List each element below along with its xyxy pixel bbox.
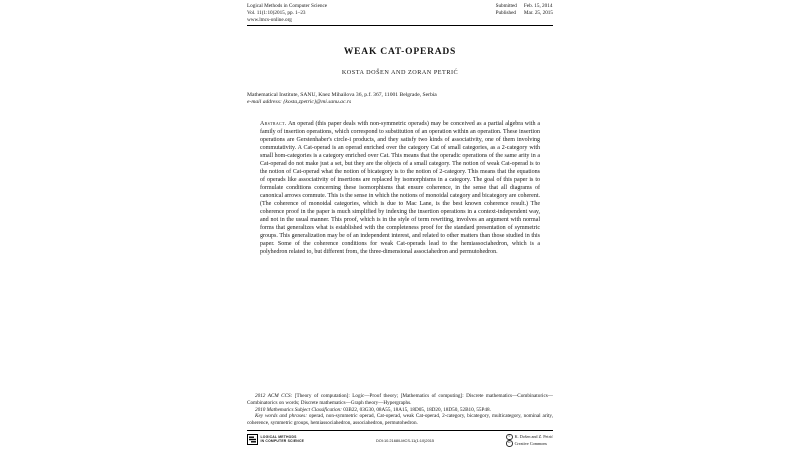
keywords-label: Key words and phrases: bbox=[255, 413, 307, 420]
email-label: e-mail address: bbox=[247, 99, 282, 106]
creative-commons-icon: cc bbox=[506, 440, 513, 447]
header-rule bbox=[247, 25, 553, 26]
lmcs-logo-line1: LOGICAL METHODS bbox=[260, 435, 297, 440]
lmcs-logo-text bbox=[261, 435, 305, 443]
keywords-text: operad, non-symmetric operad, Cat-operad, weak Cat-operad, 2-category, bicategory, multicategory, nominal arity, coherence, symmetric groups, hemiassociahedron, associahedron, permutohedron. bbox=[247, 413, 553, 426]
affiliation: Mathematical Institute, SANU, Knez Mihailova 36, p.f. 367, 11001 Belgrade, Serbia bbox=[247, 91, 437, 98]
copyright-block bbox=[506, 434, 553, 447]
submission-dates bbox=[496, 3, 553, 17]
msc-line bbox=[247, 407, 553, 414]
authors: KOSTA DOŠEN AND ZORAN PETRIĆ bbox=[341, 68, 459, 76]
published-date: Mar. 25, 2015 bbox=[523, 9, 553, 16]
lmcs-logo-icon bbox=[247, 434, 258, 445]
copyright-icon: © bbox=[506, 434, 513, 441]
submitted-date: Feb. 15, 2014 bbox=[523, 3, 553, 9]
page-footer bbox=[247, 430, 553, 450]
keywords-line bbox=[247, 413, 553, 426]
footnotes-block bbox=[247, 393, 553, 426]
doi-text: DOI:10.2168/LMCS-11(1:10)2015 bbox=[375, 437, 435, 443]
lmcs-brand bbox=[247, 434, 304, 445]
paper-title: WEAK CAT-OPERADS bbox=[343, 46, 457, 57]
paper-page bbox=[247, 0, 553, 450]
journal-header bbox=[247, 3, 553, 23]
ccs-text: [Theory of computation]: Logic—Proof theory; [Mathematics of computing]: Discrete mathematics—Combinatorics—Combinatorics on words; Discrete mathematics—Graph theory—Hypergraphs. bbox=[247, 393, 553, 406]
msc-text: 03B22, 03G30, 08A55, 18A15, 18D05, 18D20, 18D50, 52B10, 55P48. bbox=[343, 406, 491, 413]
copyright-authors: K. Došen and Z. Petrić bbox=[514, 434, 553, 440]
ccs-label: 2012 ACM CCS: bbox=[255, 393, 293, 400]
lmcs-logo-line2: IN COMPUTER SCIENCE bbox=[260, 439, 305, 444]
affiliation-block bbox=[247, 92, 553, 107]
ccs-line bbox=[247, 393, 553, 406]
abstract bbox=[260, 120, 540, 256]
license-line bbox=[506, 440, 553, 447]
abstract-text: An operad (this paper deals with non-symmetric operads) may be conceived as a partial algebra with a family of insertion operations, which correspond to substitution of an operation within an operation. These insertion operations are Gerstenhaber's circle-i products, and they satisfy two kinds of associativity, one of them involving commutativity. A Cat-operad is an operad enriched over the category Cat of small categories, as a 2-category with small hom-categories is a category enriched over Cat. This means that the operadic operations of the same arity in a Cat-operad do not make just a set, but they are the objects of a small category. The notion of weak Cat-operad is to the notion of Cat-operad what the notion of bicategory is to the notion of 2-category. This means that the equations of operads like associativity of insertions are replaced by isomorphisms in a category. The goal of this paper is to formulate conditions concerning these isomorphisms that ensure coherence, in the sense that all diagrams of canonical arrows commute. This is the sense in which the notions of monoidal category and bicategory are coherent. (The coherence of monoidal categories, which is due to Mac Lane, is the best known coherence result.) The coherence proof in the paper is much simplified by indexing the insertion operations in a context-independent way, and not in the usual manner. This proof, which is in the style of term rewriting, involves an argument with normal forms that generalizes what is established with the completeness proof for the standard presentation of symmetric groups. This generalization may be of an independent interest, and related to other matters than those studied in this paper. Some of the coherence conditions for weak Cat-operads lead to the hemiassociahedron, which is a polyhedron related to, but different from, the three-dimensional associahedron and permutohedron. bbox=[260, 121, 540, 256]
submitted-label: Submitted bbox=[495, 3, 517, 9]
email-address[interactable]: {kosta,zpetric}@mi.sanu.ac.rs bbox=[283, 99, 352, 106]
copyright-line bbox=[506, 434, 553, 441]
journal-info bbox=[247, 3, 327, 23]
abstract-label: Abstract. bbox=[260, 121, 287, 128]
email-line bbox=[247, 99, 553, 107]
journal-name: Logical Methods in Computer Science bbox=[247, 3, 328, 9]
msc-label: 2010 Mathematics Subject Classification: bbox=[255, 406, 342, 413]
journal-volume: Vol. 11(1:10)2015, pp. 1–23 bbox=[247, 9, 306, 16]
journal-website-link[interactable]: www.lmcs-online.org bbox=[247, 16, 292, 23]
published-label: Published bbox=[495, 9, 517, 16]
license-name: Creative Commons bbox=[514, 440, 548, 446]
